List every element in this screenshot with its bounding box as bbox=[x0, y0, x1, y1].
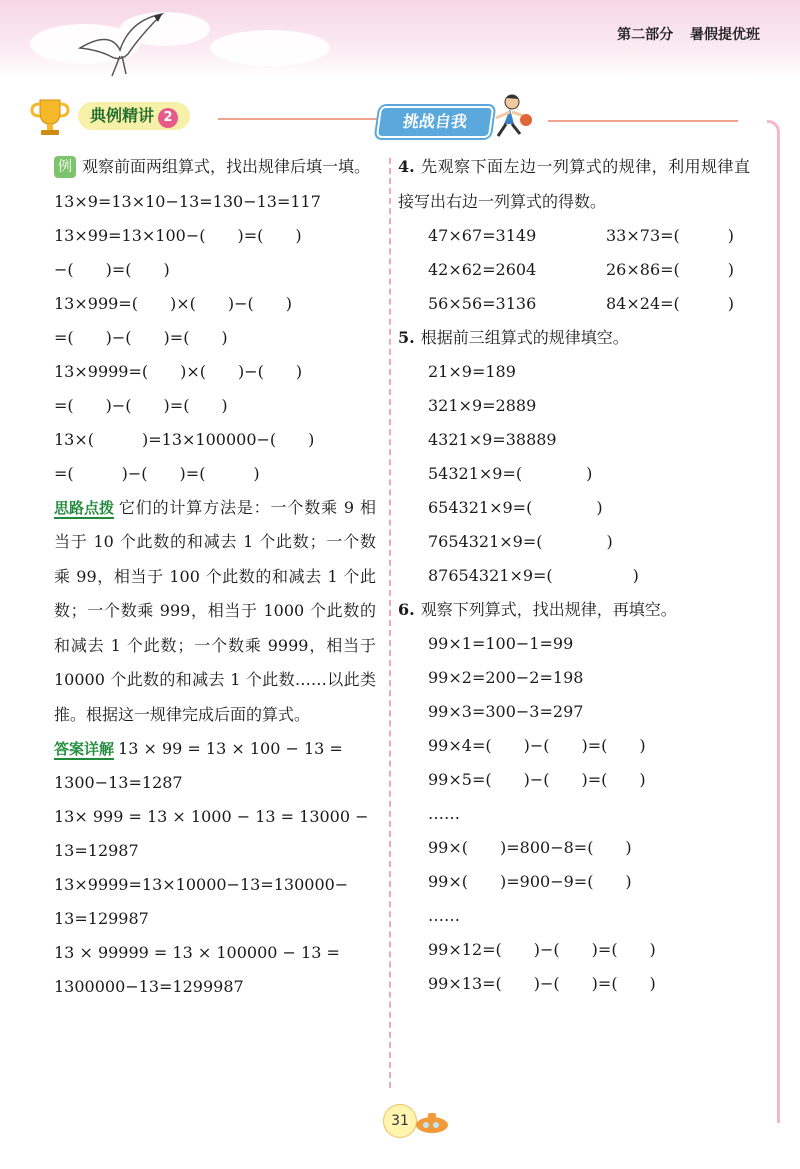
q6-line: 99×( )=800−8=( ) bbox=[428, 838, 632, 857]
section-header-challenge bbox=[378, 94, 748, 140]
q6-line: 99×4=( )−( )=( ) bbox=[428, 736, 646, 755]
section-divider-line bbox=[218, 118, 388, 120]
example-line: 13×999=( )×( )−( ) bbox=[54, 293, 292, 313]
q6-line: 99×5=( )−( )=( ) bbox=[428, 770, 646, 789]
q4-right-expression: 26×86=( ) bbox=[606, 260, 735, 279]
example-tag: 例 bbox=[54, 156, 76, 178]
q6-line: …… bbox=[428, 804, 460, 823]
example-line: 13×9=13×10−13=130−13=117 bbox=[54, 191, 321, 211]
question-6 bbox=[398, 593, 750, 627]
header-title bbox=[605, 24, 760, 44]
question-number: 4. bbox=[398, 157, 415, 176]
q6-line: 99×1=100−1=99 bbox=[428, 634, 574, 653]
right-column bbox=[398, 150, 750, 1001]
example-line: =( )−( )=( ) bbox=[54, 395, 228, 415]
example-intro-text: 观察前面两组算式，找出规律后填一填。 bbox=[82, 157, 371, 176]
hint-text: 它们的计算方法是：一个数乘 9 相当于 10 个此数的和减去 1 个此数；一个数乘 99，相当于 100 个此数的和减去 1 个此数；一个数乘 999，相当于 1000 个此数的和减去 1 个此数；一个数乘 9999，相当于 10000 个此数的和减去 1 个此数……以此类推。根据这一规律完成后面的算式。 bbox=[54, 497, 376, 724]
q4-row bbox=[428, 253, 750, 287]
question-text: 根据前三组算式的规律填空。 bbox=[420, 328, 629, 347]
q6-line: 99×13=( )−( )=( ) bbox=[428, 974, 656, 993]
q4-left-expression: 42×62=2604 bbox=[428, 260, 537, 279]
answer-first-line bbox=[54, 732, 376, 766]
trophy-icon bbox=[28, 94, 72, 138]
runner-icon bbox=[470, 94, 540, 140]
q4-row bbox=[428, 287, 750, 321]
answer-line: 13 × 99999 = 13 × 100000 − 13 = bbox=[54, 943, 340, 962]
section-title-pill bbox=[78, 102, 190, 130]
answer-line: 13×9999=13×10000−13=130000− bbox=[54, 875, 349, 894]
hint-paragraph bbox=[54, 491, 376, 733]
q5-line: 321×9=2889 bbox=[428, 396, 537, 415]
challenge-title: 挑战自我 bbox=[401, 112, 469, 131]
page-border bbox=[767, 120, 780, 1123]
question-text: 观察下列算式，找出规律，再填空。 bbox=[420, 600, 677, 619]
example-line: 13×9999=( )×( )−( ) bbox=[54, 361, 303, 381]
q5-line: 54321×9=( ) bbox=[428, 464, 593, 483]
answer-line: 13 × 99 = 13 × 100 − 13 = bbox=[118, 739, 343, 758]
q5-line: 654321×9=( ) bbox=[428, 498, 603, 517]
answer-line: 13=129987 bbox=[54, 909, 149, 928]
header-part: 第二部分 bbox=[617, 27, 674, 43]
cloud-decoration bbox=[210, 30, 330, 66]
section-header-examples bbox=[28, 94, 388, 138]
answer-line: 1300−13=1287 bbox=[54, 773, 183, 792]
q4-left-expression: 56×56=3136 bbox=[428, 294, 537, 313]
page-number: 31 bbox=[383, 1104, 417, 1138]
submarine-icon bbox=[412, 1110, 452, 1136]
seagull-icon bbox=[70, 10, 170, 80]
example-intro bbox=[54, 150, 376, 185]
section-divider-line bbox=[548, 120, 738, 122]
left-column bbox=[54, 150, 376, 1004]
question-4 bbox=[398, 150, 750, 219]
question-number: 6. bbox=[398, 600, 415, 619]
example-line: =( )−( )=( ) bbox=[54, 463, 260, 483]
question-5 bbox=[398, 321, 750, 355]
question-text: 先观察下面左边一列算式的规律，利用规律直接写出右边一列算式的得数。 bbox=[398, 157, 750, 211]
question-number: 5. bbox=[398, 328, 415, 347]
section-number-badge: 2 bbox=[158, 108, 178, 128]
q4-right-expression: 33×73=( ) bbox=[606, 226, 735, 245]
header-band bbox=[0, 0, 800, 78]
q5-line: 4321×9=38889 bbox=[428, 430, 557, 449]
hint-tag: 思路点拨 bbox=[54, 498, 115, 517]
example-line: −( )=( ) bbox=[54, 259, 170, 279]
answer-line: 13=12987 bbox=[54, 841, 139, 860]
example-line: 13×( )=13×100000−( ) bbox=[54, 429, 315, 449]
q5-line: 7654321×9=( ) bbox=[428, 532, 613, 551]
q4-left-expression: 47×67=3149 bbox=[428, 226, 537, 245]
q5-line: 87654321×9=( ) bbox=[428, 566, 639, 585]
q4-row bbox=[428, 219, 750, 253]
section-title: 典例精讲 bbox=[90, 106, 155, 125]
column-divider bbox=[389, 158, 391, 1088]
answer-tag: 答案详解 bbox=[54, 740, 115, 758]
answer-line: 1300000−13=1299987 bbox=[54, 977, 244, 996]
header-series: 暑假提优班 bbox=[690, 27, 760, 43]
q5-line: 21×9=189 bbox=[428, 362, 516, 381]
example-line: =( )−( )=( ) bbox=[54, 327, 228, 347]
answer-line: 13× 999 = 13 × 1000 − 13 = 13000 − bbox=[54, 807, 369, 826]
q6-line: 99×3=300−3=297 bbox=[428, 702, 584, 721]
q6-line: …… bbox=[428, 906, 460, 925]
q4-right-expression: 84×24=( ) bbox=[606, 294, 735, 313]
q6-line: 99×12=( )−( )=( ) bbox=[428, 940, 656, 959]
example-line: 13×99=13×100−( )=( ) bbox=[54, 225, 302, 245]
q6-line: 99×( )=900−9=( ) bbox=[428, 872, 632, 891]
q6-line: 99×2=200−2=198 bbox=[428, 668, 584, 687]
